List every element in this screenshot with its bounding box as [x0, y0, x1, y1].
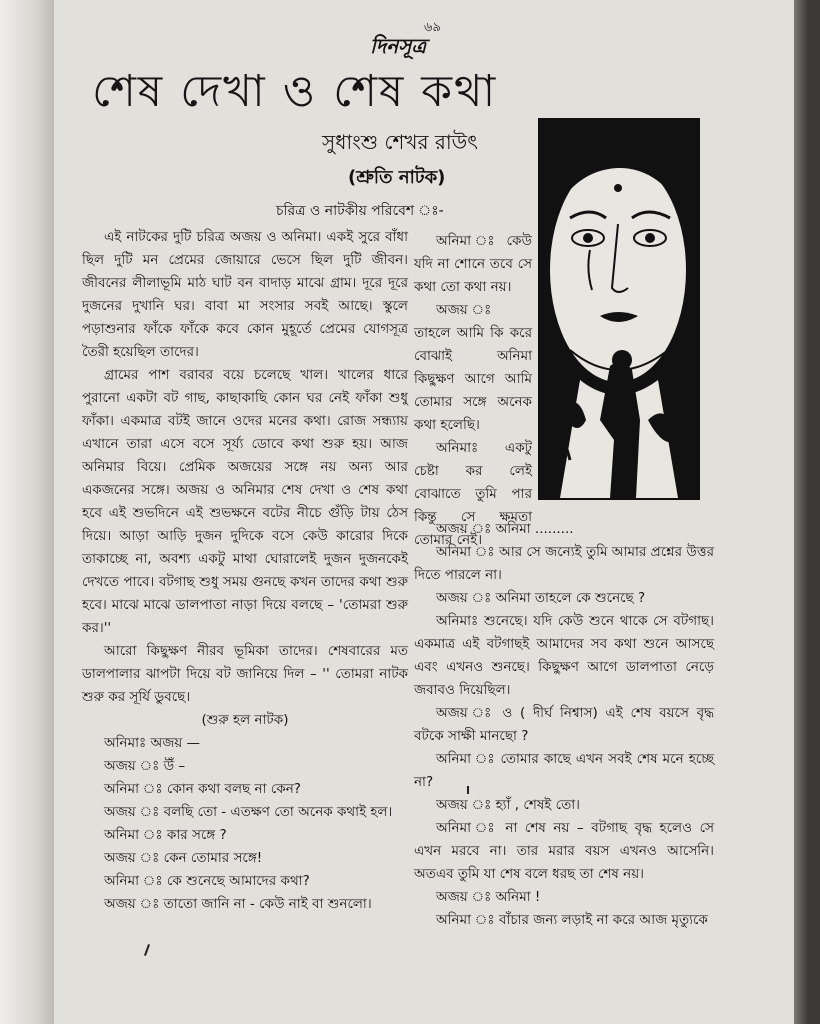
magazine-brand: দিনসূত্র [370, 34, 427, 58]
dialogue-line: অনিমাঃ শুনেছে। যদি কেউ শুনে থাকে সে বটগাছ। একমাত্র এই বটগাছই আমাদের সব কথা শুনে আসছে এবং এখনও শুনছে। কিছুক্ষণ আগে ডালপাতা নেড়ে জবাবও দিয়েছিল। [414, 613, 714, 698]
stage-direction: (শুরু হল নাটক) [201, 712, 289, 728]
dialogue-line: অনিমা ঃ না শেষ নয় – বটগাছ বৃদ্ধ হলেও সে এখন মরবে না। তার মরার বয়স এখনও আসেনি। অতএব তুমি যা শেষ বলে ধরছ তা শেষ নয়। [414, 820, 714, 882]
dialogue-line: অনিমা ঃ কার সঙ্গে ? [104, 827, 227, 843]
dialogue-line: অনিমা ঃ আর সে জন্যেই তুমি আমার প্রশ্নের উত্তর দিতে পারলে না। [414, 544, 714, 583]
dialogue-line: অজয় ঃ তাতো জানি না - কেউ নাই বা শুনলো। [104, 896, 372, 912]
dialogue-line: অজয় ঃ বলছি তো - এতক্ষণ তো অনেক কথাই হল। [104, 804, 393, 820]
dialogue-line: অনিমা ঃ কোন কথা বলছ না কেন? [104, 781, 301, 797]
dialogue-line: অনিমা ঃ তোমার কাছে এখন সবই শেষ মনে হচ্ছে না? [414, 751, 714, 790]
dialogue-line: অজয় ঃ উঁ – [104, 758, 186, 774]
right-top-column [414, 230, 532, 552]
dialogue-line: অজয় ঃ অনিমা তাহলে কে শুনেছে ? [436, 590, 646, 606]
characters-heading: চরিত্র ও নাটকীয় পরিবেশ ঃ- [276, 203, 444, 219]
play-genre: (শ্রুতি নাটক) [348, 167, 446, 188]
page-number: ৬৯ [424, 20, 441, 35]
intro-paragraph: এই নাটকের দুটি চরিত্র অজয় ও অনিমা। একই সুরে বাঁধা ছিল দুটি মন প্রেমের জোয়ারে ভেসে ছিল দুটি জীবন। জীবনের লীলাভূমি মাঠ ঘাট বন বাদাড় মাঝে গ্রাম। দূরে দূরে দুজনের দুখানি ঘর। বাবা মা সংসার সবই আছে। স্কুলে পড়াশুনার ফাঁকে ফাঁকে কবে কোন মুহূর্তে প্রেমের যোগসূত্র তৈরী হয়েছিল তাদের। [82, 229, 408, 360]
woodcut-svg [540, 120, 698, 498]
book-page [54, 0, 794, 1024]
dialogue-line: অজয় ঃ হ্যাঁ , শেষই তো। [436, 797, 580, 813]
dialogue-line: অজয় ঃ তাহলে আমি কি করে বোঝাই অনিমা কিছুক্ষণ আগে আমি তোমার সঙ্গে অনেক কথা হলেছি। [414, 302, 532, 433]
dialogue-line: অজয় ঃ কেন তোমার সঙ্গে! [104, 850, 263, 866]
dialogue-line: অনিমা ঃ কে শুনেছে আমাদের কথা? [104, 873, 310, 889]
intro-paragraph: আরো কিছুক্ষণ নীরব ভূমিকা তাদের। শেষবারের মত ডালপালার ঝাপটা দিয়ে বট জানিয়ে দিল – '' তোমরা নাটক শুরু কর সূর্যি ডুবছে। [82, 643, 408, 705]
left-column [82, 226, 408, 916]
portrait-woodcut-icon [538, 118, 700, 500]
book-gutter [0, 0, 58, 1024]
dialogue-line: অনিমা ঃ কেউ যদি না শোনে তবে সে কথা তো কথা নয়। [414, 233, 532, 295]
pen-mark [144, 944, 150, 956]
pen-mark [467, 786, 469, 794]
right-bottom-column [414, 518, 714, 932]
play-title: শেষ দেখা ও শেষ কথা [92, 66, 498, 117]
intro-paragraph: গ্রামের পাশ বরাবর বয়ে চলেছে খাল। খালের ধারে পুরানো একটা বট গাছ, কাছাকাছি কোন ঘর নেই ফাঁকা শুধু ফাঁকা। একমাত্র বটই জানে ওদের মনের কথা। রোজ সন্ধ্যায় এখানে তারা এসে বসে সূর্য্য ডোবে কথা শুরু হয়। আজ অনিমার বিয়ে। প্রেমিক অজয়ের সঙ্গে নয় অন্য আর একজনের সঙ্গে। অজয় ও অনিমার শেষ দেখা ও শেষ কথা হবে এই শুভদিনে এই শুভক্ষনে বটের নীচে গুঁড়ি টায় ঠেস দিয়ে। আড়া আড়ি দুজন দুদিকে বসে কেউ কারোর দিকে তাকাচ্ছে না, অবশ্য একটু মাথা ঘোরালেই দুজন দুজনকেই দেখতে পাবে। বটগাছ শুধু সময় গুনছে কখন তাদের কথা শুরু হবে। মাঝে মাঝে ডালপাতা নাড়া দিয়ে বলছে – 'তোমরা শুরু কর।'' [82, 367, 408, 636]
dialogue-line: অজয় ঃ অনিমা ......... [436, 521, 574, 537]
dialogue-line: অজয় ঃ অনিমা ! [436, 889, 541, 905]
dialogue-line: অনিমা ঃ বাঁচার জন্য লড়াই না করে আজ মৃত্যুকে [436, 912, 708, 928]
dialogue-line: অনিমাঃ অজয় — [104, 735, 201, 751]
author-name: সুধাংশু শেখর রাউৎ [322, 130, 478, 154]
dialogue-line: অজয় ঃ ও ( দীর্ঘ নিশ্বাস) এই শেষ বয়সে বৃদ্ধ বটকে সাক্ষী মানছো ? [414, 705, 714, 744]
dialogue-line: অনিমাঃ একটু চেষ্টা কর লেই বোঝাতে তুমি পার কিন্তু সে ক্ষমতা তোমার নেই। [414, 440, 532, 548]
